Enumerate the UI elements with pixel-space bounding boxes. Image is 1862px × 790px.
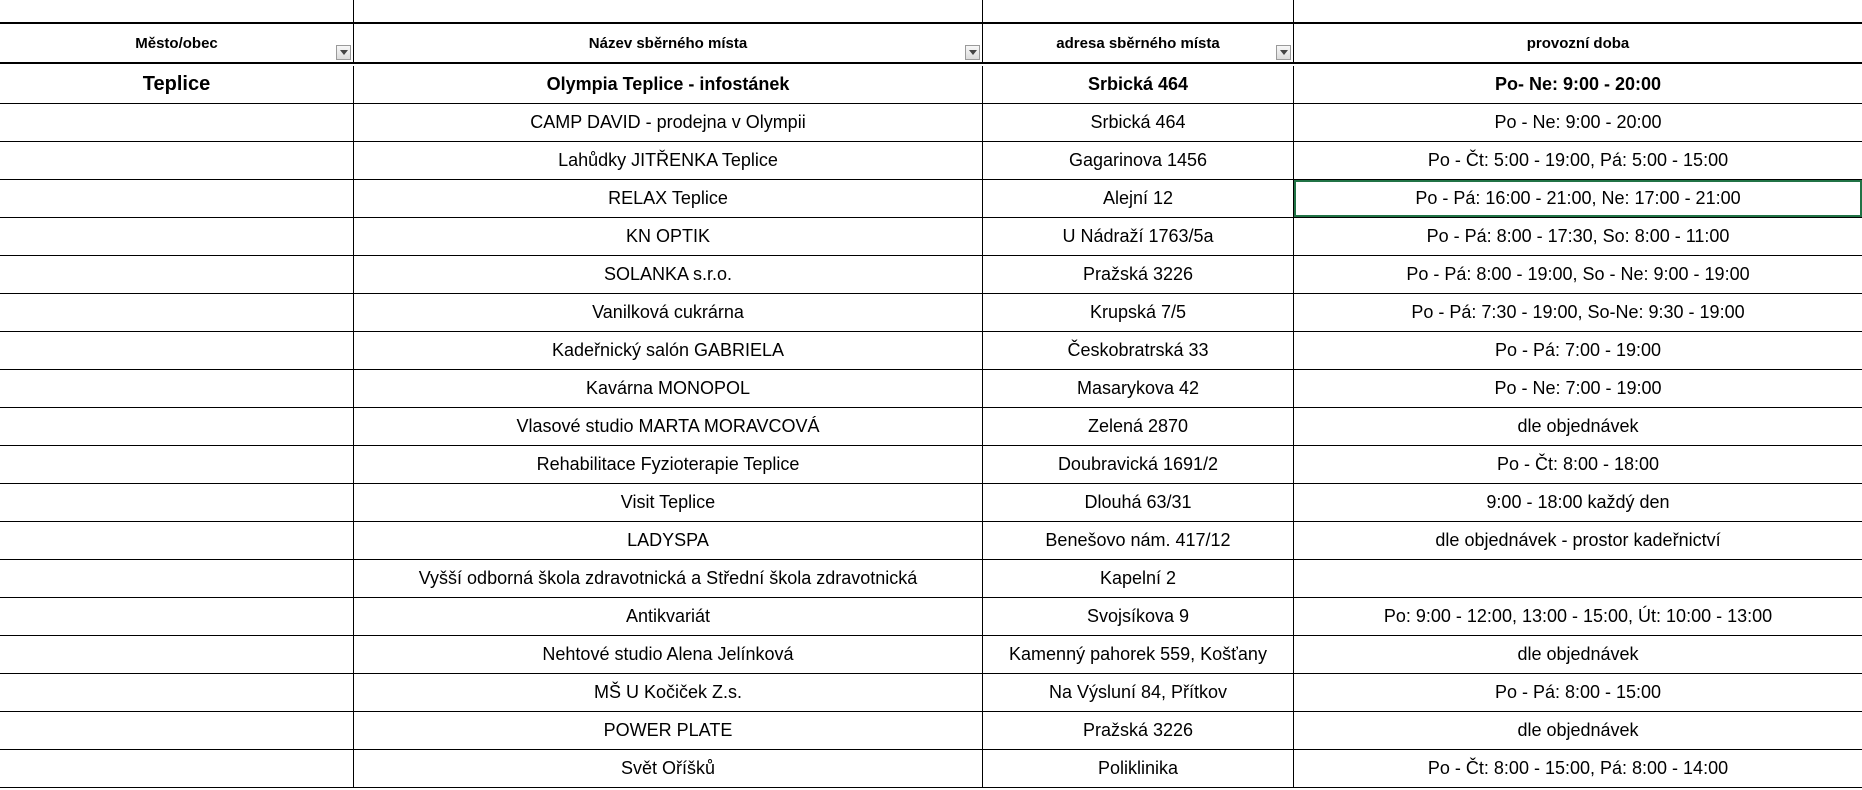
cell-nazev[interactable] <box>354 560 983 597</box>
cell-text: Krupská 7/5 <box>1089 302 1187 322</box>
cell-mesto[interactable] <box>0 636 354 673</box>
cell-text: POWER PLATE <box>603 720 733 740</box>
cell-mesto[interactable] <box>0 332 354 369</box>
cell-provozni[interactable] <box>1294 142 1862 179</box>
cell-text: Zelená 2870 <box>1087 416 1189 436</box>
cell-provozni[interactable] <box>1294 256 1862 293</box>
cell-provozni[interactable] <box>1294 598 1862 635</box>
cell-text: Alejní 12 <box>1102 188 1174 208</box>
cell-mesto[interactable] <box>0 218 354 255</box>
table-row <box>0 408 1862 446</box>
blank-cell[interactable] <box>1294 0 1862 22</box>
cell-adresa[interactable] <box>983 522 1294 559</box>
cell-nazev[interactable] <box>354 598 983 635</box>
cell-nazev[interactable] <box>354 218 983 255</box>
cell-provozni[interactable] <box>1294 104 1862 141</box>
table-row <box>0 142 1862 180</box>
table-row <box>0 256 1862 294</box>
cell-adresa[interactable] <box>983 484 1294 521</box>
cell-nazev[interactable] <box>354 408 983 445</box>
cell-text: Srbická 464 <box>1090 112 1186 132</box>
table-row <box>0 712 1862 750</box>
cell-nazev[interactable] <box>354 636 983 673</box>
cell-nazev[interactable] <box>354 332 983 369</box>
cell-text: Kapelní 2 <box>1099 568 1177 588</box>
cell-provozni[interactable] <box>1294 750 1862 787</box>
cell-adresa[interactable] <box>983 560 1294 597</box>
cell-text: Visit Teplice <box>620 492 716 512</box>
cell-text: Na Výsluní 84, Přítkov <box>1048 682 1228 702</box>
column-header-mesto[interactable] <box>0 24 354 62</box>
table-row <box>0 180 1862 218</box>
cell-mesto[interactable] <box>0 142 354 179</box>
cell-mesto[interactable] <box>0 560 354 597</box>
cell-provozni[interactable] <box>1294 218 1862 255</box>
cell-text: KN OPTIK <box>625 226 710 246</box>
cell-adresa[interactable] <box>983 142 1294 179</box>
cell-adresa[interactable] <box>983 66 1294 103</box>
cell-mesto[interactable] <box>0 522 354 559</box>
cell-adresa[interactable] <box>983 370 1294 407</box>
chevron-down-icon <box>969 50 977 55</box>
cell-text: Benešovo nám. 417/12 <box>1045 530 1231 550</box>
cell-text: Svojsíkova 9 <box>1086 606 1190 626</box>
cell-text: MŠ U Kočiček Z.s. <box>593 682 743 702</box>
cell-text: 9:00 - 18:00 každý den <box>1486 492 1670 512</box>
cell-provozni[interactable] <box>1294 712 1862 749</box>
cell-nazev[interactable] <box>354 750 983 787</box>
cell-adresa[interactable] <box>983 598 1294 635</box>
cell-text: Po: 9:00 - 12:00, 13:00 - 15:00, Út: 10:00 - 13:00 <box>1383 606 1773 626</box>
table-row <box>0 294 1862 332</box>
table-row <box>0 560 1862 598</box>
cell-nazev[interactable] <box>354 484 983 521</box>
cell-mesto[interactable] <box>0 294 354 331</box>
cell-text: Nehtové studio Alena Jelínková <box>542 644 794 664</box>
cell-provozni[interactable] <box>1294 484 1862 521</box>
filter-dropdown-button-mesto[interactable] <box>336 45 351 60</box>
cell-mesto[interactable] <box>0 674 354 711</box>
cell-adresa[interactable] <box>983 408 1294 445</box>
cell-text: dle objednávek <box>1517 416 1639 436</box>
cell-text: Po - Čt: 8:00 - 18:00 <box>1496 454 1660 474</box>
cell-text: Srbická 464 <box>1087 74 1189 94</box>
cell-provozni[interactable] <box>1294 408 1862 445</box>
cell-text: Po - Pá: 8:00 - 19:00, So - Ne: 9:00 - 19:00 <box>1406 264 1750 284</box>
cell-text: Doubravická 1691/2 <box>1057 454 1219 474</box>
cell-text: CAMP DAVID - prodejna v Olympii <box>530 112 806 132</box>
cell-mesto[interactable] <box>0 712 354 749</box>
cell-adresa[interactable] <box>983 636 1294 673</box>
cell-text: Rehabilitace Fyzioterapie Teplice <box>536 454 800 474</box>
cell-adresa[interactable] <box>983 712 1294 749</box>
cell-text: dle objednávek <box>1517 720 1639 740</box>
column-header-label: adresa sběrného místa <box>1056 34 1220 52</box>
column-header-provozni[interactable] <box>1294 24 1862 62</box>
cell-nazev[interactable] <box>354 522 983 559</box>
cell-text: Po - Pá: 7:30 - 19:00, So-Ne: 9:30 - 19:00 <box>1411 302 1745 322</box>
cell-adresa[interactable] <box>983 104 1294 141</box>
cell-text: SOLANKA s.r.o. <box>603 264 733 284</box>
cell-text: Vlasové studio MARTA MORAVCOVÁ <box>516 416 820 436</box>
cell-text: Vanilková cukrárna <box>592 302 744 322</box>
cell-provozni[interactable] <box>1294 66 1862 103</box>
cell-text: Po - Ne: 9:00 - 20:00 <box>1494 112 1662 132</box>
cell-nazev[interactable] <box>354 256 983 293</box>
cell-adresa[interactable] <box>983 180 1294 217</box>
cell-text: Po- Ne: 9:00 - 20:00 <box>1494 74 1662 94</box>
cell-adresa[interactable] <box>983 674 1294 711</box>
cell-text: LADYSPA <box>627 530 709 550</box>
cell-text: Po - Pá: 16:00 - 21:00, Ne: 17:00 - 21:00 <box>1415 188 1741 208</box>
table-row <box>0 218 1862 256</box>
cell-adresa[interactable] <box>983 750 1294 787</box>
cell-nazev[interactable] <box>354 142 983 179</box>
cell-mesto[interactable] <box>0 484 354 521</box>
cell-text: Pražská 3226 <box>1082 264 1194 284</box>
cell-text: Poliklinika <box>1097 758 1179 778</box>
cell-text: Vyšší odborná škola zdravotnická a Střední škola zdravotnická <box>418 568 918 588</box>
cell-text: Kavárna MONOPOL <box>585 378 751 398</box>
blank-top-row <box>0 0 1862 24</box>
cell-provozni[interactable] <box>1294 560 1862 597</box>
column-header-adresa[interactable] <box>983 24 1294 62</box>
cell-provozni[interactable] <box>1294 332 1862 369</box>
table-row <box>0 636 1862 674</box>
cell-text: Antikvariát <box>625 606 711 626</box>
chevron-down-icon <box>340 50 348 55</box>
cell-nazev[interactable] <box>354 712 983 749</box>
table-row <box>0 750 1862 788</box>
cell-mesto[interactable] <box>0 256 354 293</box>
cell-adresa[interactable] <box>983 256 1294 293</box>
cell-text: Gagarinova 1456 <box>1068 150 1208 170</box>
cell-text: Po - Pá: 8:00 - 17:30, So: 8:00 - 11:00 <box>1426 226 1730 246</box>
table-row <box>0 332 1862 370</box>
table-row <box>0 446 1862 484</box>
cell-provozni[interactable] <box>1294 180 1862 217</box>
cell-nazev[interactable] <box>354 294 983 331</box>
cell-text: Pražská 3226 <box>1082 720 1194 740</box>
cell-adresa[interactable] <box>983 294 1294 331</box>
column-header-nazev[interactable] <box>354 24 983 62</box>
cell-adresa[interactable] <box>983 446 1294 483</box>
header-row <box>0 24 1862 64</box>
cell-text: Po - Pá: 8:00 - 15:00 <box>1494 682 1662 702</box>
cell-text: U Nádraží 1763/5a <box>1062 226 1214 246</box>
cell-text: Teplice <box>142 73 211 95</box>
cell-mesto[interactable] <box>0 750 354 787</box>
cell-provozni[interactable] <box>1294 636 1862 673</box>
cell-text: Kadeřnický salón GABRIELA <box>551 340 785 360</box>
cell-text: Po - Pá: 7:00 - 19:00 <box>1494 340 1662 360</box>
cell-text: Po - Ne: 7:00 - 19:00 <box>1494 378 1662 398</box>
cell-provozni[interactable] <box>1294 674 1862 711</box>
cell-mesto[interactable] <box>0 408 354 445</box>
cell-text: RELAX Teplice <box>608 188 728 208</box>
table-row <box>0 522 1862 560</box>
cell-nazev[interactable] <box>354 180 983 217</box>
cell-text: Českobratrská 33 <box>1067 340 1209 360</box>
table-row <box>0 674 1862 712</box>
cell-provozni[interactable] <box>1294 370 1862 407</box>
cell-nazev[interactable] <box>354 674 983 711</box>
blank-cell[interactable] <box>983 0 1294 22</box>
table-row <box>0 484 1862 522</box>
cell-nazev[interactable] <box>354 104 983 141</box>
cell-mesto[interactable] <box>0 446 354 483</box>
cell-text: dle objednávek <box>1517 644 1639 664</box>
cell-text: Olympia Teplice - infostánek <box>546 74 790 94</box>
cell-mesto[interactable] <box>0 370 354 407</box>
cell-provozni[interactable] <box>1294 522 1862 559</box>
chevron-down-icon <box>1280 50 1288 55</box>
cell-nazev[interactable] <box>354 446 983 483</box>
cell-nazev[interactable] <box>354 66 983 103</box>
blank-cell[interactable] <box>0 0 354 22</box>
cell-adresa[interactable] <box>983 332 1294 369</box>
table-row <box>0 598 1862 636</box>
table-row <box>0 66 1862 104</box>
cell-text: Po - Čt: 8:00 - 15:00, Pá: 8:00 - 14:00 <box>1427 758 1729 778</box>
filter-dropdown-button-adresa[interactable] <box>1276 45 1291 60</box>
cell-text: Dlouhá 63/31 <box>1084 492 1192 512</box>
cell-text: Kamenný pahorek 559, Košťany <box>1009 644 1267 664</box>
cell-text: Lahůdky JITŘENKA Teplice <box>558 150 778 170</box>
cell-nazev[interactable] <box>354 370 983 407</box>
table-row <box>0 370 1862 408</box>
blank-cell[interactable] <box>354 0 983 22</box>
cell-text: Po - Čt: 5:00 - 19:00, Pá: 5:00 - 15:00 <box>1427 150 1729 170</box>
column-header-label: Název sběrného místa <box>588 34 748 52</box>
cell-text: dle objednávek - prostor kadeřnictví <box>1435 530 1721 550</box>
cell-text: Svět Oříšků <box>620 758 716 778</box>
cell-provozni[interactable] <box>1294 446 1862 483</box>
cell-provozni[interactable] <box>1294 294 1862 331</box>
column-header-label: Město/obec <box>135 34 218 52</box>
cell-mesto[interactable] <box>0 598 354 635</box>
cell-mesto[interactable] <box>0 66 354 103</box>
cell-text: Masarykova 42 <box>1076 378 1200 398</box>
table-row <box>0 104 1862 142</box>
filter-dropdown-button-nazev[interactable] <box>965 45 980 60</box>
column-header-label: provozní doba <box>1526 34 1630 52</box>
cell-mesto[interactable] <box>0 180 354 217</box>
cell-adresa[interactable] <box>983 218 1294 255</box>
cell-mesto[interactable] <box>0 104 354 141</box>
